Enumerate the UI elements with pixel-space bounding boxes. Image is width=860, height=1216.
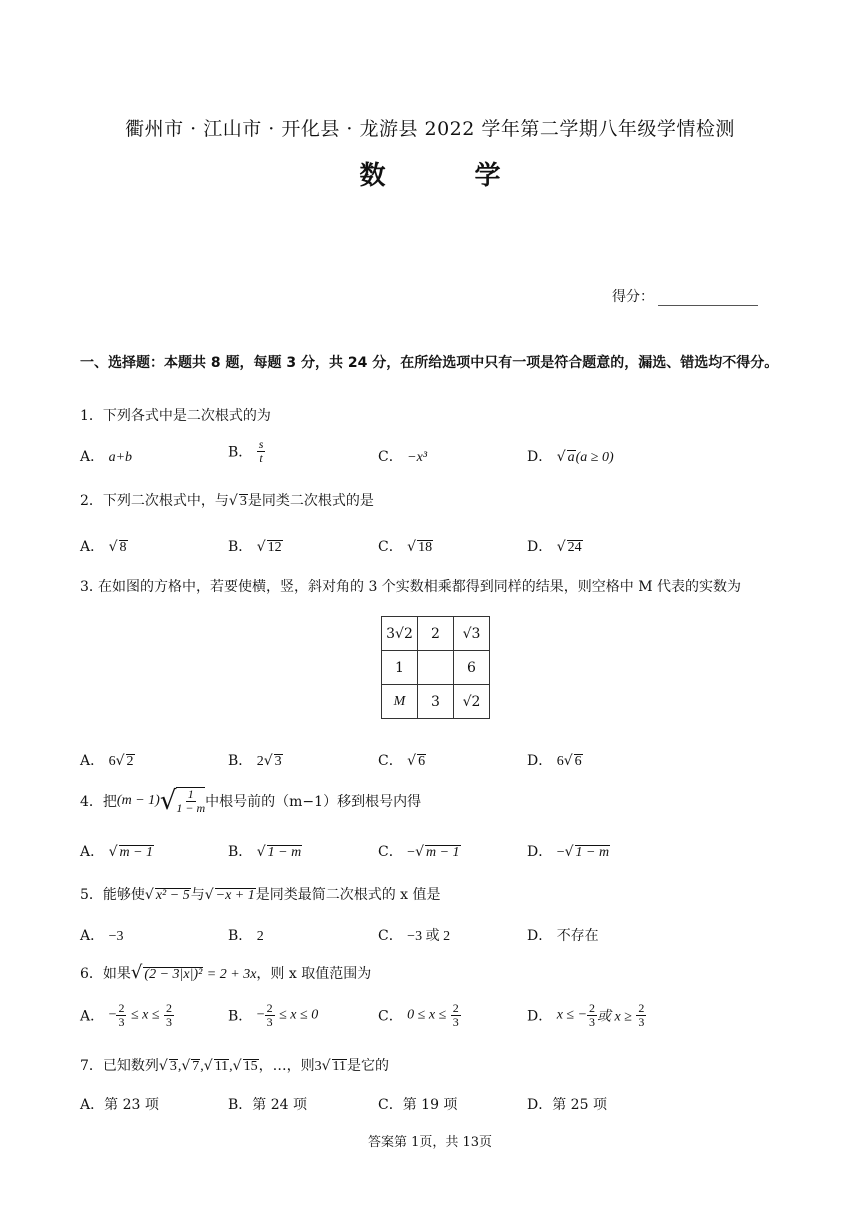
grid-cell-m: M xyxy=(382,685,418,719)
score-blank xyxy=(658,291,758,306)
q1-option-c: C． −x³ xyxy=(378,449,428,465)
q5-option-a: A． −3 xyxy=(80,928,124,944)
q2-option-b: B． √ 12 xyxy=(228,539,282,555)
grid-cell: √2 xyxy=(454,685,490,719)
grid-cell: √3 xyxy=(454,617,490,651)
question-1 xyxy=(80,405,271,425)
q1-option-b: B． $\frac{s}{t}$ xyxy=(228,437,264,465)
q5-option-d: D． 不存在 xyxy=(527,928,599,944)
page-footer: 答案第 1页，共 13页 xyxy=(367,1135,493,1150)
score-label: 得分： xyxy=(612,289,654,305)
q4-option-b: B． √ 1 − m xyxy=(228,844,302,860)
q7-option-a: A．第 23 项 xyxy=(80,1097,159,1113)
section-1-title: 一、选择题：本题共 8 题，每题 3 分，共 24 分，在所给选项中只有一项是符合题意的，漏选、错选均不得分。 xyxy=(80,355,779,371)
score-field xyxy=(612,286,758,306)
q6-option-d: D． x ≤ − $\frac{2}{3}$ 或 x ≥ $\frac{2}{3}$ xyxy=(527,1001,645,1029)
q4-option-c: C． −√ m − 1 xyxy=(378,844,460,860)
q7-option-d: D．第 25 项 xyxy=(527,1097,607,1113)
magic-square-grid xyxy=(381,616,490,719)
q3-option-c: C． √ 6 xyxy=(378,753,426,769)
question-6: 6．如果√ (2 − 3|x|)² = 2 + 3x，则 x 取值范围为 xyxy=(80,962,372,983)
question-3: 在如图的方格中，若要使横，竖，斜对角的 3 个实数相乘都得到同样的结果，则空格中 M 代表的实数为 xyxy=(98,579,742,595)
grid-cell-empty xyxy=(418,651,454,685)
question-text: 下列各式中是二次根式的为 xyxy=(102,408,271,424)
q1-option-d: D． √ a(a ≥ 0) xyxy=(527,449,614,465)
question-5: 5．能够使√ x² − 5与√ −x + 1是同类最简二次根式的 x 值是 xyxy=(80,887,441,903)
q4-option-d: D． −√ 1 − m xyxy=(527,844,610,860)
q5-option-c: C． −3 或 2 xyxy=(378,928,451,944)
grid-cell: 2 xyxy=(418,617,454,651)
q3-option-a: A． 6√ 2 xyxy=(80,753,134,769)
question-4: 4．把(m − 1)√ $\frac{1}{1 - m}$ 中根号前的（m−1）移到根号内得 xyxy=(80,786,422,816)
q1-option-a: A． a+b xyxy=(80,449,133,465)
question-7: 7．已知数列√ 3,√ 7,√ 11,√ 15，…，则3√ 11是它的 xyxy=(80,1058,389,1074)
q6-option-c: C． 0 ≤ x ≤ $\frac{2}{3}$ xyxy=(378,1001,459,1029)
q6-option-a: A． − $\frac{2}{3}$ ≤ x ≤ $\frac{2}{3}$ xyxy=(80,1001,172,1029)
subject-title: 数 学 xyxy=(359,161,541,191)
q7-option-c: C．第 19 项 xyxy=(378,1097,458,1113)
q2-option-a: A． √ 8 xyxy=(80,539,127,555)
q5-option-b: B． 2 xyxy=(228,928,264,944)
grid-cell: 3 xyxy=(418,685,454,719)
question-number: 1． xyxy=(80,408,103,424)
q6-option-b: B． − $\frac{2}{3}$ ≤ x ≤ 0 xyxy=(228,1001,319,1029)
question-2: 2．下列二次根式中，与√ 3是同类二次根式的是 xyxy=(80,493,374,509)
grid-cell: 3√2 xyxy=(382,617,418,651)
q4-option-a: A． √ m − 1 xyxy=(80,844,154,860)
q3-option-b: B． 2√ 3 xyxy=(228,753,282,769)
q3-option-d: D． 6√ 6 xyxy=(527,753,582,769)
q7-option-b: B．第 24 项 xyxy=(228,1097,308,1113)
q2-option-c: C． √ 18 xyxy=(378,539,433,555)
q2-option-d: D． √ 24 xyxy=(527,539,582,555)
exam-header-title: 衢州市 · 江山市 · 开化县 · 龙游县 2022 学年第二学期八年级学情检测 xyxy=(125,118,735,140)
question-3-number: 3． xyxy=(80,579,103,595)
grid-cell: 6 xyxy=(454,651,490,685)
grid-cell: 1 xyxy=(382,651,418,685)
